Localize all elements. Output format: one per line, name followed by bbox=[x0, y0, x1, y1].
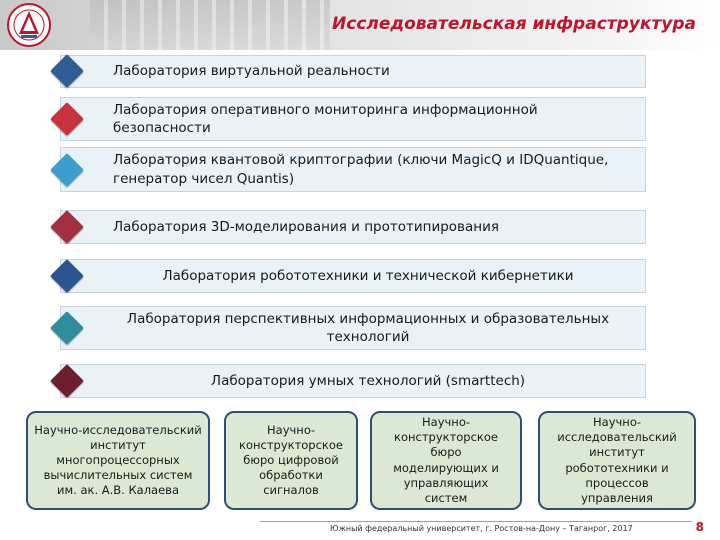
lab-item-smarttech bbox=[60, 364, 646, 398]
lab-item-quantum-cryptography bbox=[60, 147, 646, 192]
lab-label: Лаборатория квантовой криптографии (ключи MagicQ и IDQuantique, генератор чисел Quantis) bbox=[113, 152, 609, 187]
institute-box-signal-processing bbox=[224, 411, 358, 510]
lab-item-robotics bbox=[60, 259, 646, 293]
building-photo bbox=[90, 0, 330, 50]
lab-label: Лаборатория виртуальной реальности bbox=[113, 63, 390, 80]
lab-item-3d-modeling bbox=[60, 210, 646, 244]
institute-label: Научно-исследовательский институт многопроцессорных вычислительных систем им. ак. А.В. Калаева bbox=[34, 422, 202, 498]
institute-label: Научно-конструкторское бюро цифровой обработки сигналов bbox=[239, 422, 343, 498]
institute-label: Научно-исследовательский институт робототехники и процессов управления bbox=[557, 414, 677, 505]
institute-box-robotics bbox=[538, 411, 696, 510]
page-number: 8 bbox=[695, 520, 704, 534]
lab-label: Лаборатория робототехники и технической кибернетики bbox=[162, 267, 574, 284]
footer-divider bbox=[260, 521, 692, 522]
lab-label: Лаборатория умных технологий (smarttech) bbox=[210, 372, 526, 389]
lab-item-virtual-reality bbox=[60, 55, 646, 88]
lab-item-security-monitoring bbox=[60, 97, 646, 141]
institute-label: Научно-конструкторское бюро моделирующих и управляющих систем bbox=[393, 414, 499, 505]
institute-box-multiprocessor bbox=[26, 411, 210, 510]
footer-text: Южный федеральный университет, г. Ростов-на-Дону – Таганрог, 2017 bbox=[330, 524, 633, 533]
lab-item-education-technologies bbox=[60, 306, 646, 350]
page-title: Исследовательская инфраструктура bbox=[332, 14, 696, 34]
header-banner bbox=[0, 0, 720, 50]
lab-label: Лаборатория оперативного мониторинга информационной безопасности bbox=[113, 101, 538, 136]
institute-box-control-systems bbox=[370, 411, 522, 510]
lab-label: Лаборатория 3D-моделирования и прототипирования bbox=[113, 218, 500, 235]
lab-label: Лаборатория перспективных информационных и образовательных технологий bbox=[126, 310, 610, 345]
university-logo-icon bbox=[6, 2, 52, 48]
